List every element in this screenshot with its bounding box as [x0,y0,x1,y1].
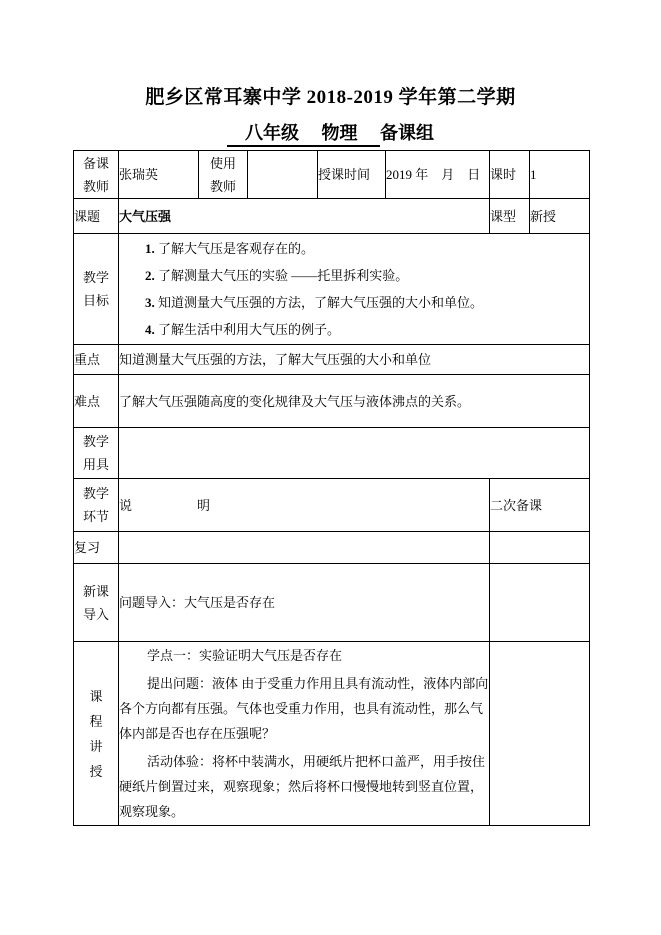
difficulty-content-cell: 了解大气压强随高度的变化规律及大气压与液体沸点的关系。 [119,375,590,428]
prep-teacher-label-cell [74,151,119,199]
lesson-type-value-cell: 新授 [530,199,590,234]
stage-label: 教学环节 [82,486,109,524]
document-title: 肥乡区常耳寨中学 2018-2019 学年第二学期 [145,87,516,108]
objectives-list [119,234,589,344]
teaching-paragraph: 提出问题：液体 由于受重力作用且具有流动性，液体内部向各个方向都有压强。气体也受重力作用，也具有流动性，那么气体内部是否也存在压强呢？ [119,676,489,741]
prep-teacher-label: 备课教师 [82,155,109,194]
teaching-label: 课程讲授 [89,688,103,779]
key-point-content-cell: 知道测量大气压强的方法，了解大气压强的大小和单位 [119,345,590,375]
difficulty-label-cell: 难点 [74,375,119,428]
topic-label-cell: 课题 [74,199,119,234]
document-subtitle [0,119,661,147]
teaching-row [74,642,590,826]
teaching-content-cell [119,642,490,826]
objective-text: 了解生活中利用大气压的例子。 [158,322,341,337]
objectives-label-cell [74,234,119,345]
review-label-cell: 复习 [74,532,119,564]
use-teacher-label: 使用教师 [209,155,236,194]
stage-label-cell [74,479,119,532]
tools-content-cell [119,428,590,479]
difficulty-row [74,375,590,428]
prep-teacher-value-cell: 张瑞英 [119,151,199,199]
topic-row [74,199,590,234]
intro-note-cell [490,564,590,642]
objectives-label: 教学目标 [82,270,109,308]
use-teacher-label-cell [199,151,248,199]
intro-row [74,564,590,642]
objective-number: 1. [145,241,155,256]
objective-number: 4. [145,322,155,337]
explanation-header-cell: 说 明 [119,479,490,532]
key-point-label-cell: 重点 [74,345,119,375]
intro-label-cell [74,564,119,642]
objective-text: 了解大气压是客观存在的。 [158,241,315,256]
teach-time-value-cell: 2019 年 月 日 [386,151,490,199]
objectives-content-cell [119,234,590,345]
key-point-row [74,345,590,375]
period-value-cell: 1 [530,151,590,199]
period-label-cell: 课时 [490,151,530,199]
topic-value-cell: 大气压强 [119,199,490,234]
tools-label-cell [74,428,119,479]
intro-content-cell: 问题导入：大气压是否存在 [119,564,490,642]
use-teacher-value-cell [248,151,318,199]
lesson-plan-table [73,150,590,826]
objectives-row [74,234,590,345]
stage-header-row [74,479,590,532]
lesson-type-label-cell: 课型 [490,199,530,234]
objective-item [145,289,583,316]
objective-item [145,262,583,289]
review-content-cell [119,532,490,564]
tools-row [74,428,590,479]
review-note-cell [490,532,590,564]
teaching-paragraph: 活动体验：将杯中装满水，用硬纸片把杯口盖严，用手按住硬纸片倒置过来，观察现象；然后将杯口慢慢地转到竖直位置，观察现象。 [119,754,486,819]
subtitle-rest-text: 备课组 [380,123,434,143]
objective-item [145,235,583,262]
teaching-paragraph: 学点一：实验证明大气压是否存在 [147,648,343,663]
teach-time-label-cell: 授课时间 [318,151,386,199]
teaching-note-cell [490,642,590,826]
review-row [74,532,590,564]
objective-text: 知道测量大气压强的方法，了解大气压强的大小和单位。 [158,295,484,310]
objective-number: 2. [145,268,155,283]
info-row [74,151,590,199]
tools-label: 教学用具 [82,434,109,472]
subtitle-underlined-text: 八年级 物理 [227,119,380,147]
second-prep-header-cell: 二次备课 [490,479,590,532]
teaching-label-cell [74,642,119,826]
intro-label: 新课导入 [82,583,109,622]
objective-number: 3. [145,295,155,310]
objective-text: 了解测量大气压的实验 ——托里拆利实验。 [158,268,409,283]
objective-item [145,316,583,343]
